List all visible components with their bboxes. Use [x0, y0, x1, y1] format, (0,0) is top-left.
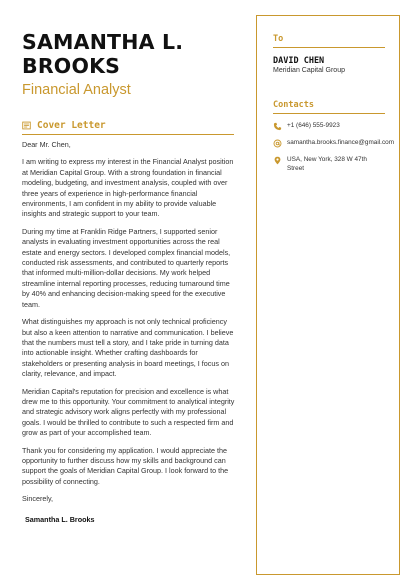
sidebar: [256, 15, 400, 575]
letter-paragraph-4: Meridian Capital's reputation for precision and excellence is what drew me to this opportunity. Your commitment to analytical integrity and strategic advisory work aligns perfectly with my professional goals. I would be thrilled to contribute to such a respected firm and grow as part of your accomplished team.: [22, 386, 235, 438]
job-title: Financial Analyst: [22, 82, 131, 98]
letter-paragraph-3: What distinguishes my approach is not only technical proficiency but also a keen attention to narrative and communication. I believe that the numbers must tell a story, and I take pride in turning data into actionable insight. Whether crafting dashboards for stakeholders or presenting analysis in board meetings, I focus on clarity, relevance, and impact.: [22, 317, 234, 379]
header: [22, 30, 236, 99]
salutation: Dear Mr. Chen,: [22, 140, 71, 149]
contacts-heading: Contacts: [273, 100, 385, 114]
closing: Sincerely,: [22, 494, 54, 504]
letter-paragraph-2: During my time at Franklin Ridge Partners, I supported senior analysts in evaluating investment opportunities across the real estate and energy sectors. I developed complex financial models, conducted risk assessments, and contributed to quarterly reports that informed multi-million-dollar decisions. My work helped streamline internal reporting processes, reducing turnaround time by 40% and enhancing decision-making speed for the executive team.: [22, 226, 231, 309]
to-heading: To: [273, 34, 385, 48]
phone-value: +1 (646) 555-9923: [287, 122, 340, 129]
signature: Samantha L. Brooks: [25, 514, 95, 524]
cover-letter-body: [22, 140, 236, 525]
document-icon: [22, 121, 31, 130]
contact-phone: [273, 122, 385, 131]
email-icon: [273, 139, 282, 148]
contact-email: [273, 139, 395, 148]
recipient-company: Meridian Capital Group: [273, 67, 345, 74]
location-icon: [273, 156, 282, 165]
cover-letter-heading-label: Cover Letter: [37, 120, 106, 131]
candidate-name-line-2: BROOKS: [22, 54, 121, 78]
contact-address: [273, 156, 385, 173]
address-value: USA, New York, 328 W 47th Street: [287, 156, 367, 172]
email-value: samantha.brooks.finance@gmail.com: [287, 139, 395, 146]
phone-icon: [273, 122, 282, 131]
cover-letter-heading: [22, 120, 234, 135]
letter-paragraph-1: I am writing to express my interest in the Financial Analyst position at Meridian Capital Group. With a strong foundation in financial modeling, budgeting, and investment analysis, coupled with over three years of experience in high-performance financial environments, I am confident in my ability to provide valuable insights and strategic support to your team.: [22, 157, 234, 219]
candidate-name-line-1: SAMANTHA L.: [22, 30, 184, 54]
letter-paragraph-5: Thank you for considering my application. I would appreciate the opportunity to further discuss how my skills and background can support the goals of Meridian Capital Group. I look forward to the possibility of connecting.: [22, 445, 229, 486]
recipient-name: DAVID CHEN: [273, 56, 325, 66]
